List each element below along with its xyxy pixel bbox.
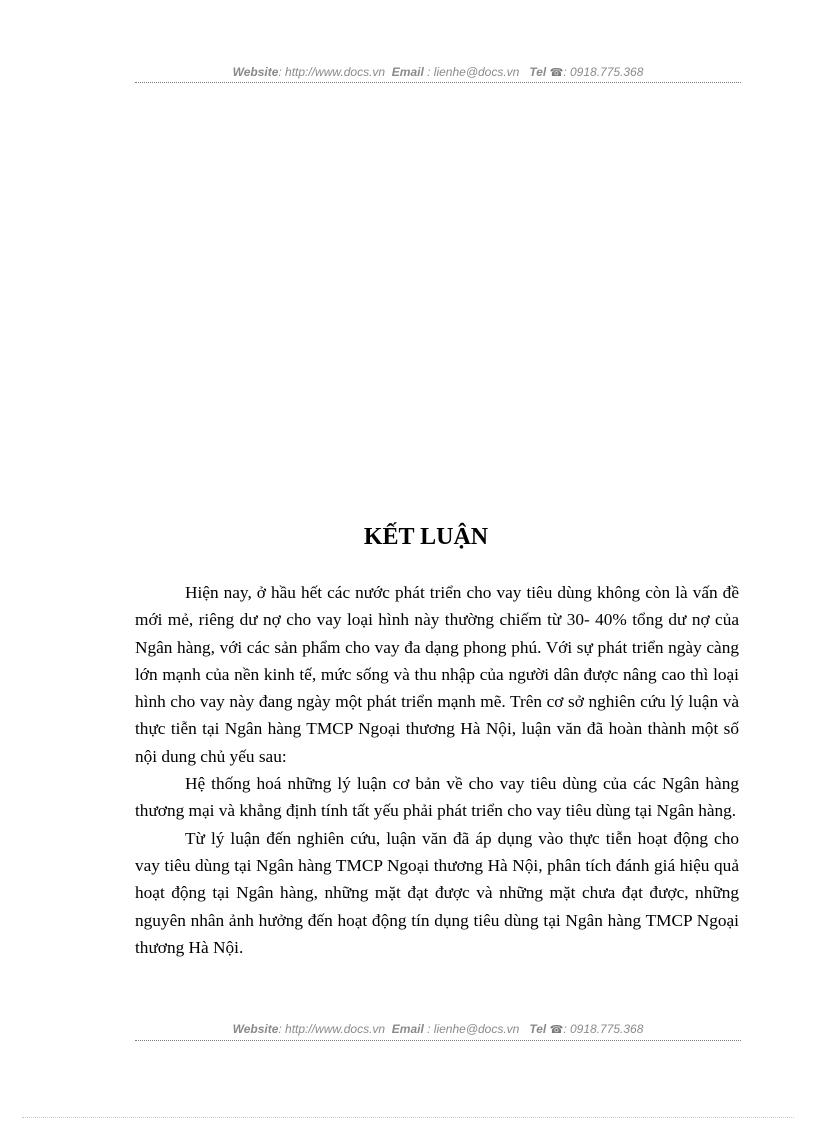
header-email-label: Email xyxy=(391,65,424,79)
page-title: KẾT LUẬN xyxy=(363,524,489,550)
header-tel-label: Tel xyxy=(529,65,547,79)
paragraph: Từ lý luận đến nghiên cứu, luận văn đã áp dụng vào thực tiễn hoạt động cho vay tiêu dùng tại Ngân hàng TMCP Ngoại thương Hà Nội, phân tích đánh giá hiệu quả hoạt động tại Ngân hàng, những mặt đạt được và những mặt chưa đạt được, những nguyên nhân ảnh hưởng đến hoạt động tín dụng tiêu dùng tại Ngân hàng TMCP Ngoại thương Hà Nội. xyxy=(135,828,739,957)
footer-website-label: Website xyxy=(232,1022,279,1036)
footer-website-value: : http://www.docs.vn xyxy=(278,1022,386,1036)
telephone-icon: ☎ xyxy=(549,67,564,79)
header-website-value: : http://www.docs.vn xyxy=(278,65,386,79)
header-tel-value: : 0918.775.368 xyxy=(563,65,644,79)
paragraph: Hệ thống hoá những lý luận cơ bản về cho vay tiêu dùng của các Ngân hàng thương mại và khẳng định tính tất yếu phải phát triển cho vay tiêu dùng tại Ngân hàng. xyxy=(135,774,739,821)
page-bottom-edge xyxy=(22,1117,794,1118)
document-body xyxy=(135,579,739,961)
page-header xyxy=(135,64,741,81)
footer-email-label: Email xyxy=(391,1022,424,1036)
footer-tel-label: Tel xyxy=(529,1022,547,1036)
header-divider xyxy=(135,82,741,83)
footer-tel-value: : 0918.775.368 xyxy=(563,1022,644,1036)
page-footer xyxy=(135,1021,741,1038)
footer-email-value: : lienhe@docs.vn xyxy=(427,1022,520,1036)
telephone-icon: ☎ xyxy=(549,1024,564,1036)
paragraph: Hiện nay, ở hầu hết các nước phát triển cho vay tiêu dùng không còn là vấn đề mới mẻ, riêng dư nợ cho vay loại hình này thường chiếm từ 30- 40% tổng dư nợ của Ngân hàng, với các sản phẩm cho vay đa dạng phong phú. Với sự phát triển ngày càng lớn mạnh của nền kinh tế, mức sống và thu nhập của người dân được nâng cao thì loại hình cho vay này đang ngày một phát triển mạnh mẽ. Trên cơ sở nghiên cứu lý luận và thực tiễn tại Ngân hàng TMCP Ngoại thương Hà Nội, luận văn đã hoàn thành một số nội dung chủ yếu sau: xyxy=(135,583,739,766)
header-website-label: Website xyxy=(232,65,279,79)
header-email-value: : lienhe@docs.vn xyxy=(427,65,520,79)
footer-divider xyxy=(135,1040,741,1041)
